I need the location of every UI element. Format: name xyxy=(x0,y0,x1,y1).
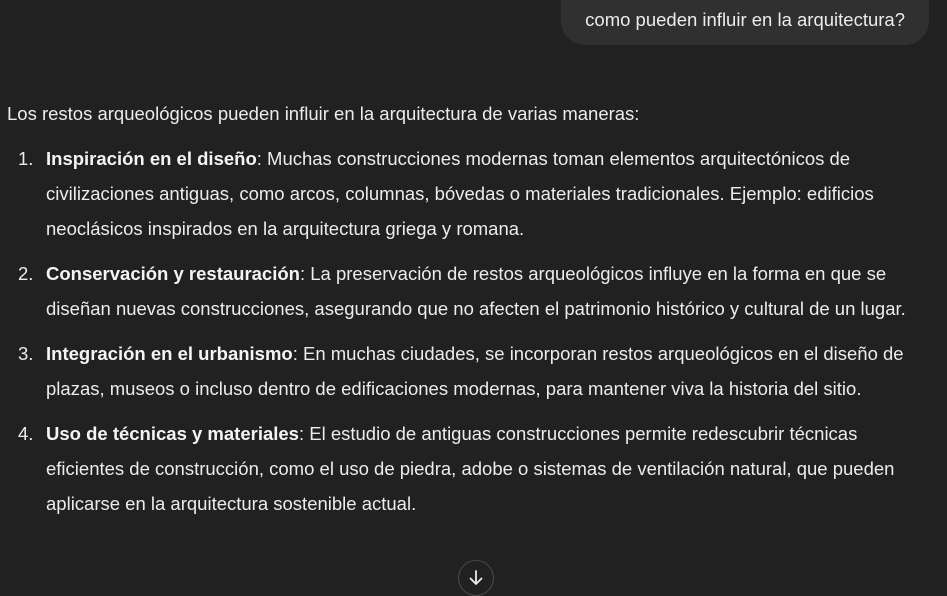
list-item-term: Uso de técnicas y materiales xyxy=(46,423,299,444)
list-item-number: 2. xyxy=(18,263,34,284)
list-item-text: : En muchas ciudades, se incorporan restos arqueológicos en el diseño de plazas, museos o incluso dentro de edificaciones modernas, para mantener viva la historia del sitio. xyxy=(46,343,904,399)
list-item xyxy=(7,141,937,246)
arrow-down-icon xyxy=(467,569,485,587)
list-item xyxy=(7,336,937,406)
response-list xyxy=(7,141,937,521)
user-message-text: como pueden influir en la arquitectura? xyxy=(585,8,905,30)
list-item xyxy=(7,416,937,521)
list-item-text: : La preservación de restos arqueológicos influye en la forma en que se diseñan nuevas construcciones, asegurando que no afecten el patrimonio histórico y cultural de un lugar. xyxy=(46,263,906,319)
list-item-text: : Muchas construcciones modernas toman elementos arquitectónicos de civilizaciones antiguas, como arcos, columnas, bóvedas o materiales tradicionales. Ejemplo: edificios neoclásicos inspirados en la arquitectura griega y romana. xyxy=(46,148,874,239)
list-item-term: Inspiración en el diseño xyxy=(46,148,257,169)
user-message-bubble xyxy=(561,0,929,45)
list-item-number: 3. xyxy=(18,343,34,364)
response-intro: Los restos arqueológicos pueden influir en la arquitectura de varias maneras: xyxy=(7,103,640,124)
scroll-to-bottom-button[interactable] xyxy=(458,560,494,596)
list-item-term: Conservación y restauración xyxy=(46,263,300,284)
list-item-number: 1. xyxy=(18,148,34,169)
list-item-term: Integración en el urbanismo xyxy=(46,343,293,364)
list-item-text: : El estudio de antiguas construcciones permite redescubrir técnicas eficientes de construcción, como el uso de piedra, adobe o sistemas de ventilación natural, que pueden aplicarse en la arquitectura sostenible actual. xyxy=(46,423,895,514)
list-item xyxy=(7,256,937,326)
assistant-response xyxy=(7,96,937,531)
list-item-number: 4. xyxy=(18,423,34,444)
